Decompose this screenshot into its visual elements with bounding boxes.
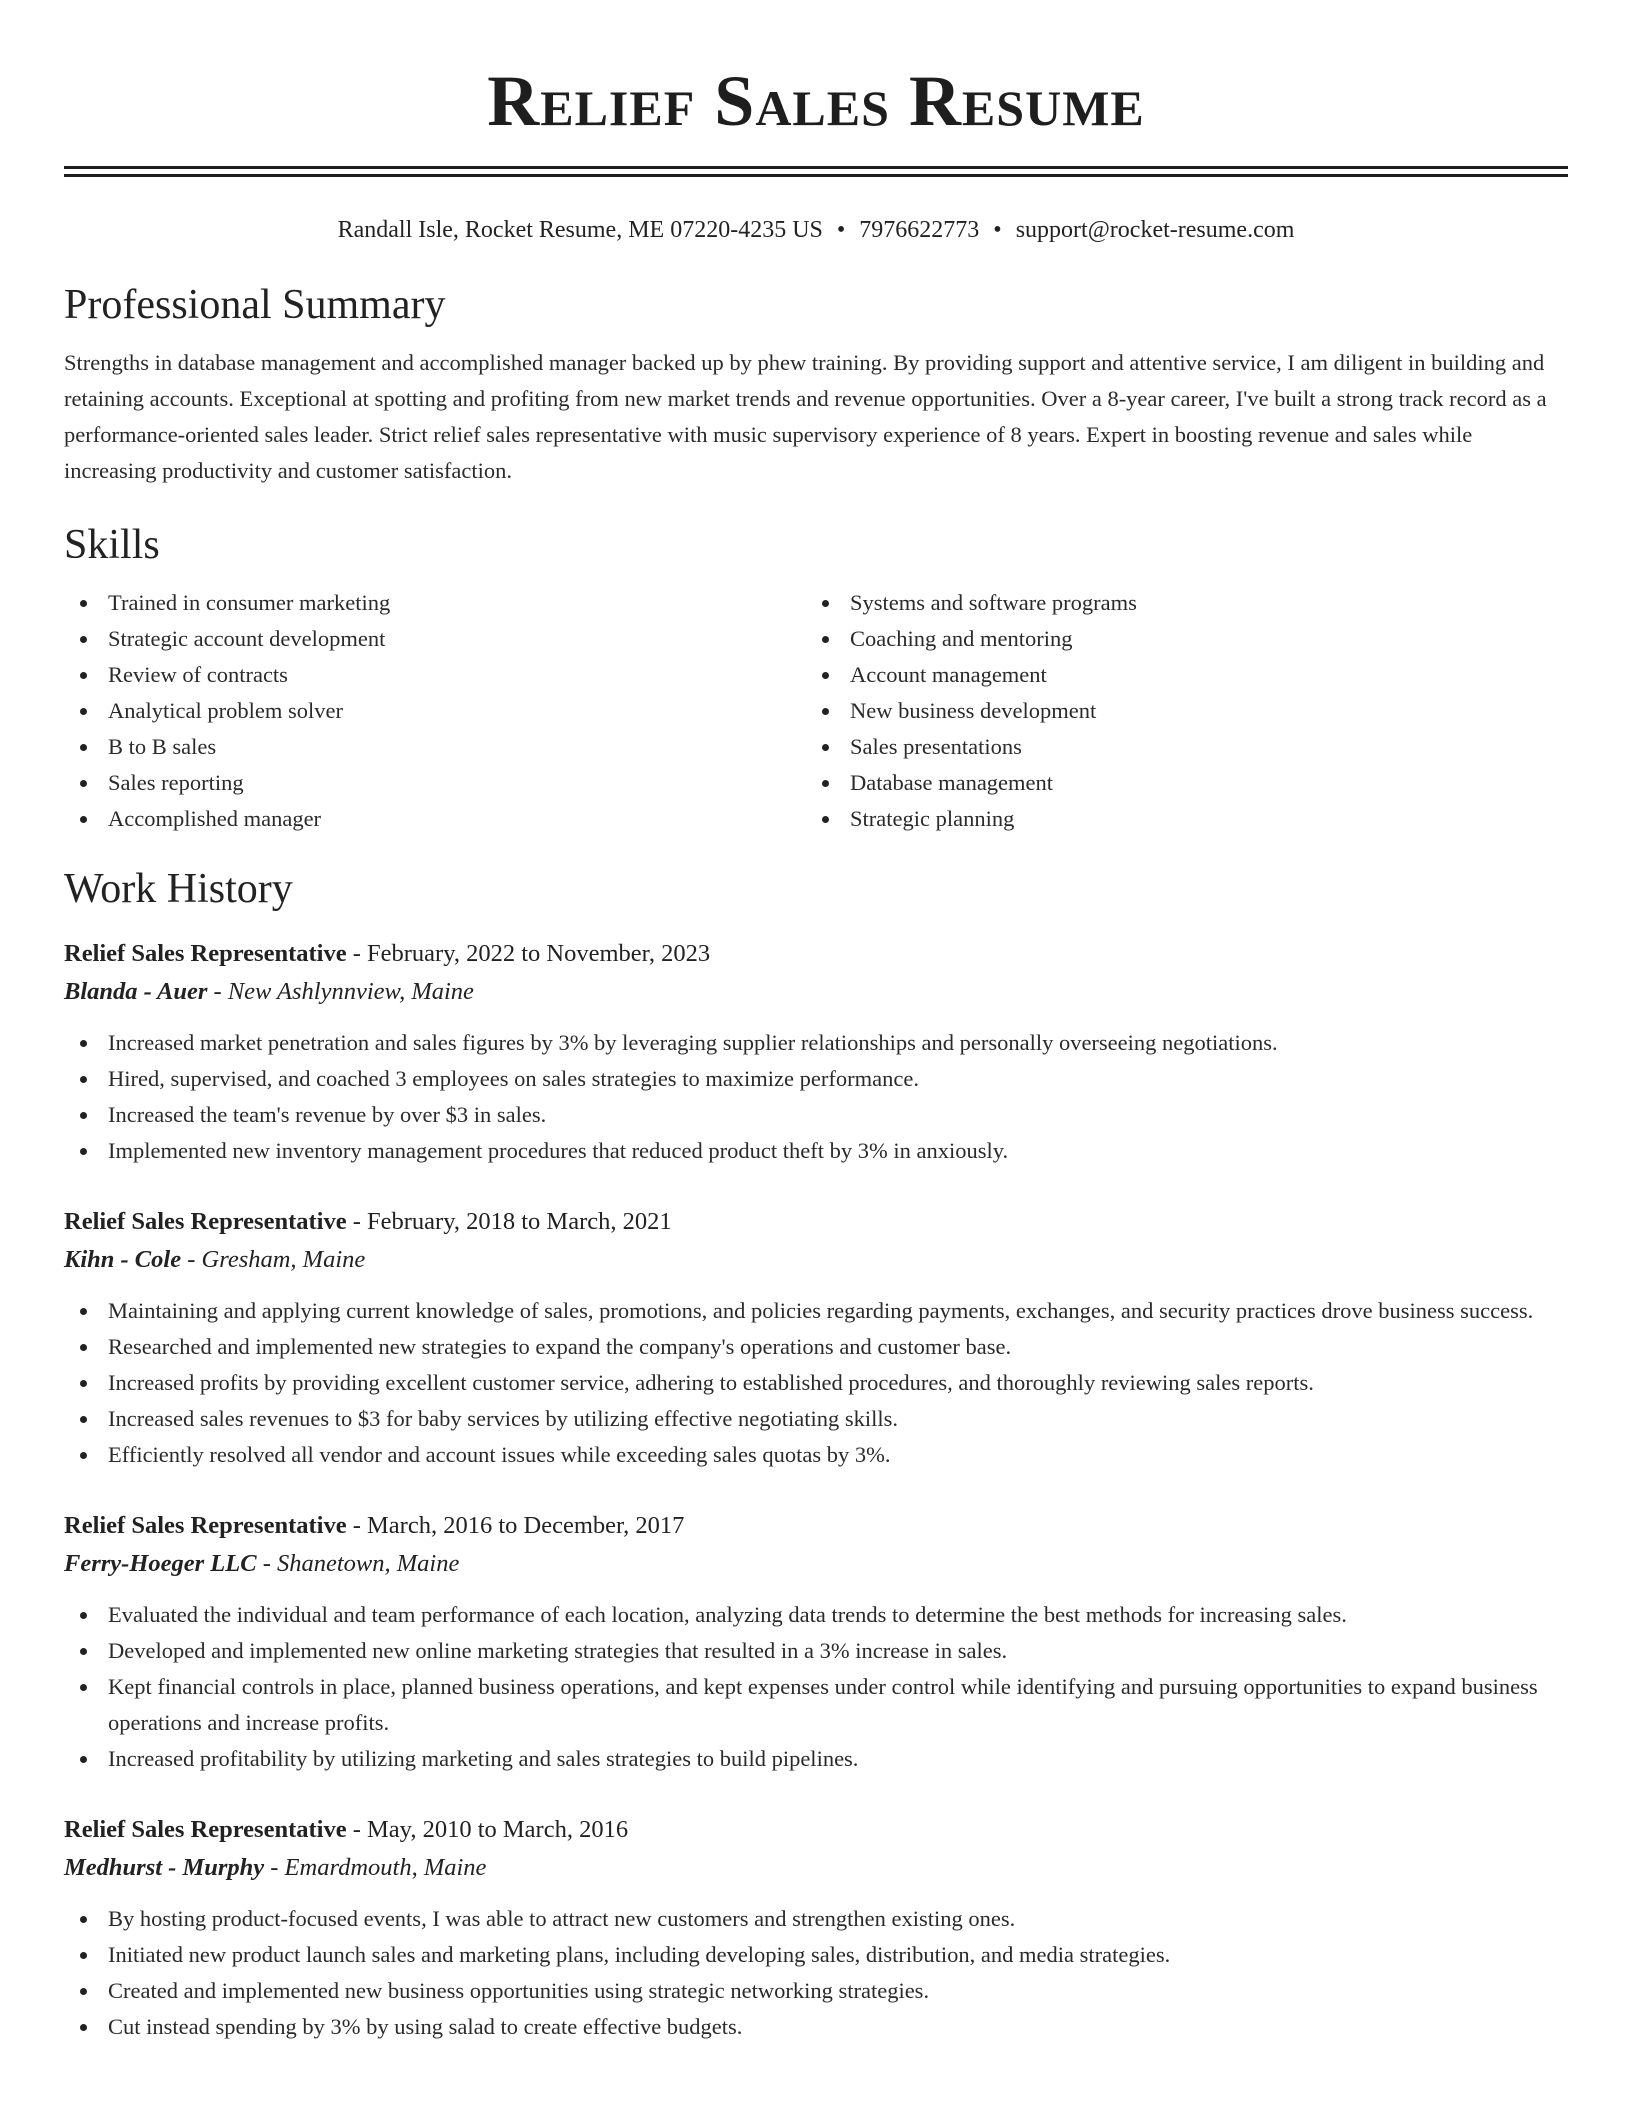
job-bullet: Developed and implemented new online marketing strategies that resulted in a 3% increase in sales.	[64, 1633, 1568, 1669]
job-bullet: Increased market penetration and sales figures by 3% by leveraging supplier relationships and personally overseeing negotiations.	[64, 1025, 1568, 1061]
skill-item: Account management	[806, 657, 1548, 693]
skills-heading: Skills	[64, 522, 160, 568]
skill-item: New business development	[806, 693, 1548, 729]
contact-phone: 7976622773	[859, 217, 980, 243]
job-location: - Shanetown, Maine	[256, 1550, 460, 1577]
skills-columns	[64, 585, 1568, 837]
skill-item: Sales presentations	[806, 729, 1548, 765]
skill-item: Analytical problem solver	[64, 693, 806, 729]
job-position: Relief Sales Representative	[64, 1208, 347, 1235]
contact-email: support@rocket-resume.com	[1015, 217, 1295, 243]
job-entry	[64, 1811, 1568, 2045]
skill-item: Coaching and mentoring	[806, 621, 1548, 657]
job-company: Medhurst - Murphy	[64, 1854, 265, 1881]
contact-separator: •	[993, 217, 1002, 243]
job-bullet: Initiated new product launch sales and marketing plans, including developing sales, distribution, and media strategies.	[64, 1937, 1568, 1973]
job-employer	[64, 973, 1568, 1011]
summary-text: Strengths in database management and accomplished manager backed up by phew training. By providing support and attentive service, I am diligent in building and retaining accounts. Exceptional at spotting and profiting from new market trends and revenue opportunities. Over a 8-year career, I've built a strong track record as a performance-oriented sales leader. Strict relief sales representative with music supervisory experience of 8 years. Expert in boosting revenue and sales while increasing productivity and customer satisfaction.	[64, 350, 1547, 483]
job-bullet: Increased the team's revenue by over $3 in sales.	[64, 1097, 1568, 1133]
skills-list-right	[806, 585, 1548, 837]
job-bullets	[64, 1293, 1568, 1473]
title-double-rule	[64, 166, 1568, 177]
work-history-heading: Work History	[64, 866, 293, 912]
job-dates: - March, 2016 to December, 2017	[346, 1512, 685, 1539]
contact-address: Randall Isle, Rocket Resume, ME 07220-4235 US	[337, 217, 823, 243]
skill-item: B to B sales	[64, 729, 806, 765]
job-header	[64, 1811, 1568, 1849]
summary-heading: Professional Summary	[64, 282, 446, 328]
job-bullet: Evaluated the individual and team performance of each location, analyzing data trends to determine the best methods for increasing sales.	[64, 1597, 1568, 1633]
job-bullet: Kept financial controls in place, planned business operations, and kept expenses under control while identifying and pursuing opportunities to expand business operations and increase profits.	[64, 1669, 1568, 1741]
job-dates: - February, 2018 to March, 2021	[346, 1208, 672, 1235]
contact-line	[64, 213, 1568, 247]
job-bullets	[64, 1025, 1568, 1169]
job-bullets	[64, 1597, 1568, 1777]
job-entry	[64, 935, 1568, 1169]
job-company: Ferry-Hoeger LLC	[64, 1550, 257, 1577]
job-position: Relief Sales Representative	[64, 940, 347, 967]
job-bullet: Created and implemented new business opportunities using strategic networking strategies.	[64, 1973, 1568, 2009]
job-position: Relief Sales Representative	[64, 1512, 347, 1539]
skill-item: Strategic account development	[64, 621, 806, 657]
skill-item: Systems and software programs	[806, 585, 1548, 621]
job-location: - New Ashlynnview, Maine	[207, 978, 474, 1005]
job-dates: - February, 2022 to November, 2023	[346, 940, 711, 967]
job-bullet: Hired, supervised, and coached 3 employees on sales strategies to maximize performance.	[64, 1061, 1568, 1097]
job-bullets	[64, 1901, 1568, 2045]
job-header	[64, 1507, 1568, 1545]
skill-item: Review of contracts	[64, 657, 806, 693]
job-bullet: Efficiently resolved all vendor and account issues while exceeding sales quotas by 3%.	[64, 1437, 1568, 1473]
job-employer	[64, 1849, 1568, 1887]
job-company: Blanda - Auer	[64, 978, 208, 1005]
job-employer	[64, 1545, 1568, 1583]
job-location: - Emardmouth, Maine	[264, 1854, 487, 1881]
skill-item: Strategic planning	[806, 801, 1548, 837]
skill-item: Trained in consumer marketing	[64, 585, 806, 621]
job-bullet: Increased profitability by utilizing marketing and sales strategies to build pipelines.	[64, 1741, 1568, 1777]
job-bullet: Increased profits by providing excellent customer service, adhering to established procedures, and thoroughly reviewing sales reports.	[64, 1365, 1568, 1401]
resume-title: Relief Sales Resume	[487, 61, 1145, 141]
job-entry	[64, 1507, 1568, 1777]
job-location: - Gresham, Maine	[181, 1246, 366, 1273]
job-dates: - May, 2010 to March, 2016	[346, 1816, 629, 1843]
job-entry	[64, 1203, 1568, 1473]
job-bullet: Maintaining and applying current knowledge of sales, promotions, and policies regarding payments, exchanges, and security practices drove business success.	[64, 1293, 1568, 1329]
job-employer	[64, 1241, 1568, 1279]
job-position: Relief Sales Representative	[64, 1816, 347, 1843]
job-bullet: Implemented new inventory management procedures that reduced product theft by 3% in anxiously.	[64, 1133, 1568, 1169]
job-bullet: Increased sales revenues to $3 for baby services by utilizing effective negotiating skills.	[64, 1401, 1568, 1437]
contact-separator: •	[836, 217, 846, 243]
skills-list-left	[64, 585, 806, 837]
job-bullet: By hosting product-focused events, I was able to attract new customers and strengthen existing ones.	[64, 1901, 1568, 1937]
skill-item: Sales reporting	[64, 765, 806, 801]
job-header	[64, 1203, 1568, 1241]
skill-item: Accomplished manager	[64, 801, 806, 837]
job-company: Kihn - Cole	[64, 1246, 182, 1273]
skill-item: Database management	[806, 765, 1548, 801]
job-header	[64, 935, 1568, 973]
job-bullet: Researched and implemented new strategies to expand the company's operations and customer base.	[64, 1329, 1568, 1365]
job-bullet: Cut instead spending by 3% by using salad to create effective budgets.	[64, 2009, 1568, 2045]
